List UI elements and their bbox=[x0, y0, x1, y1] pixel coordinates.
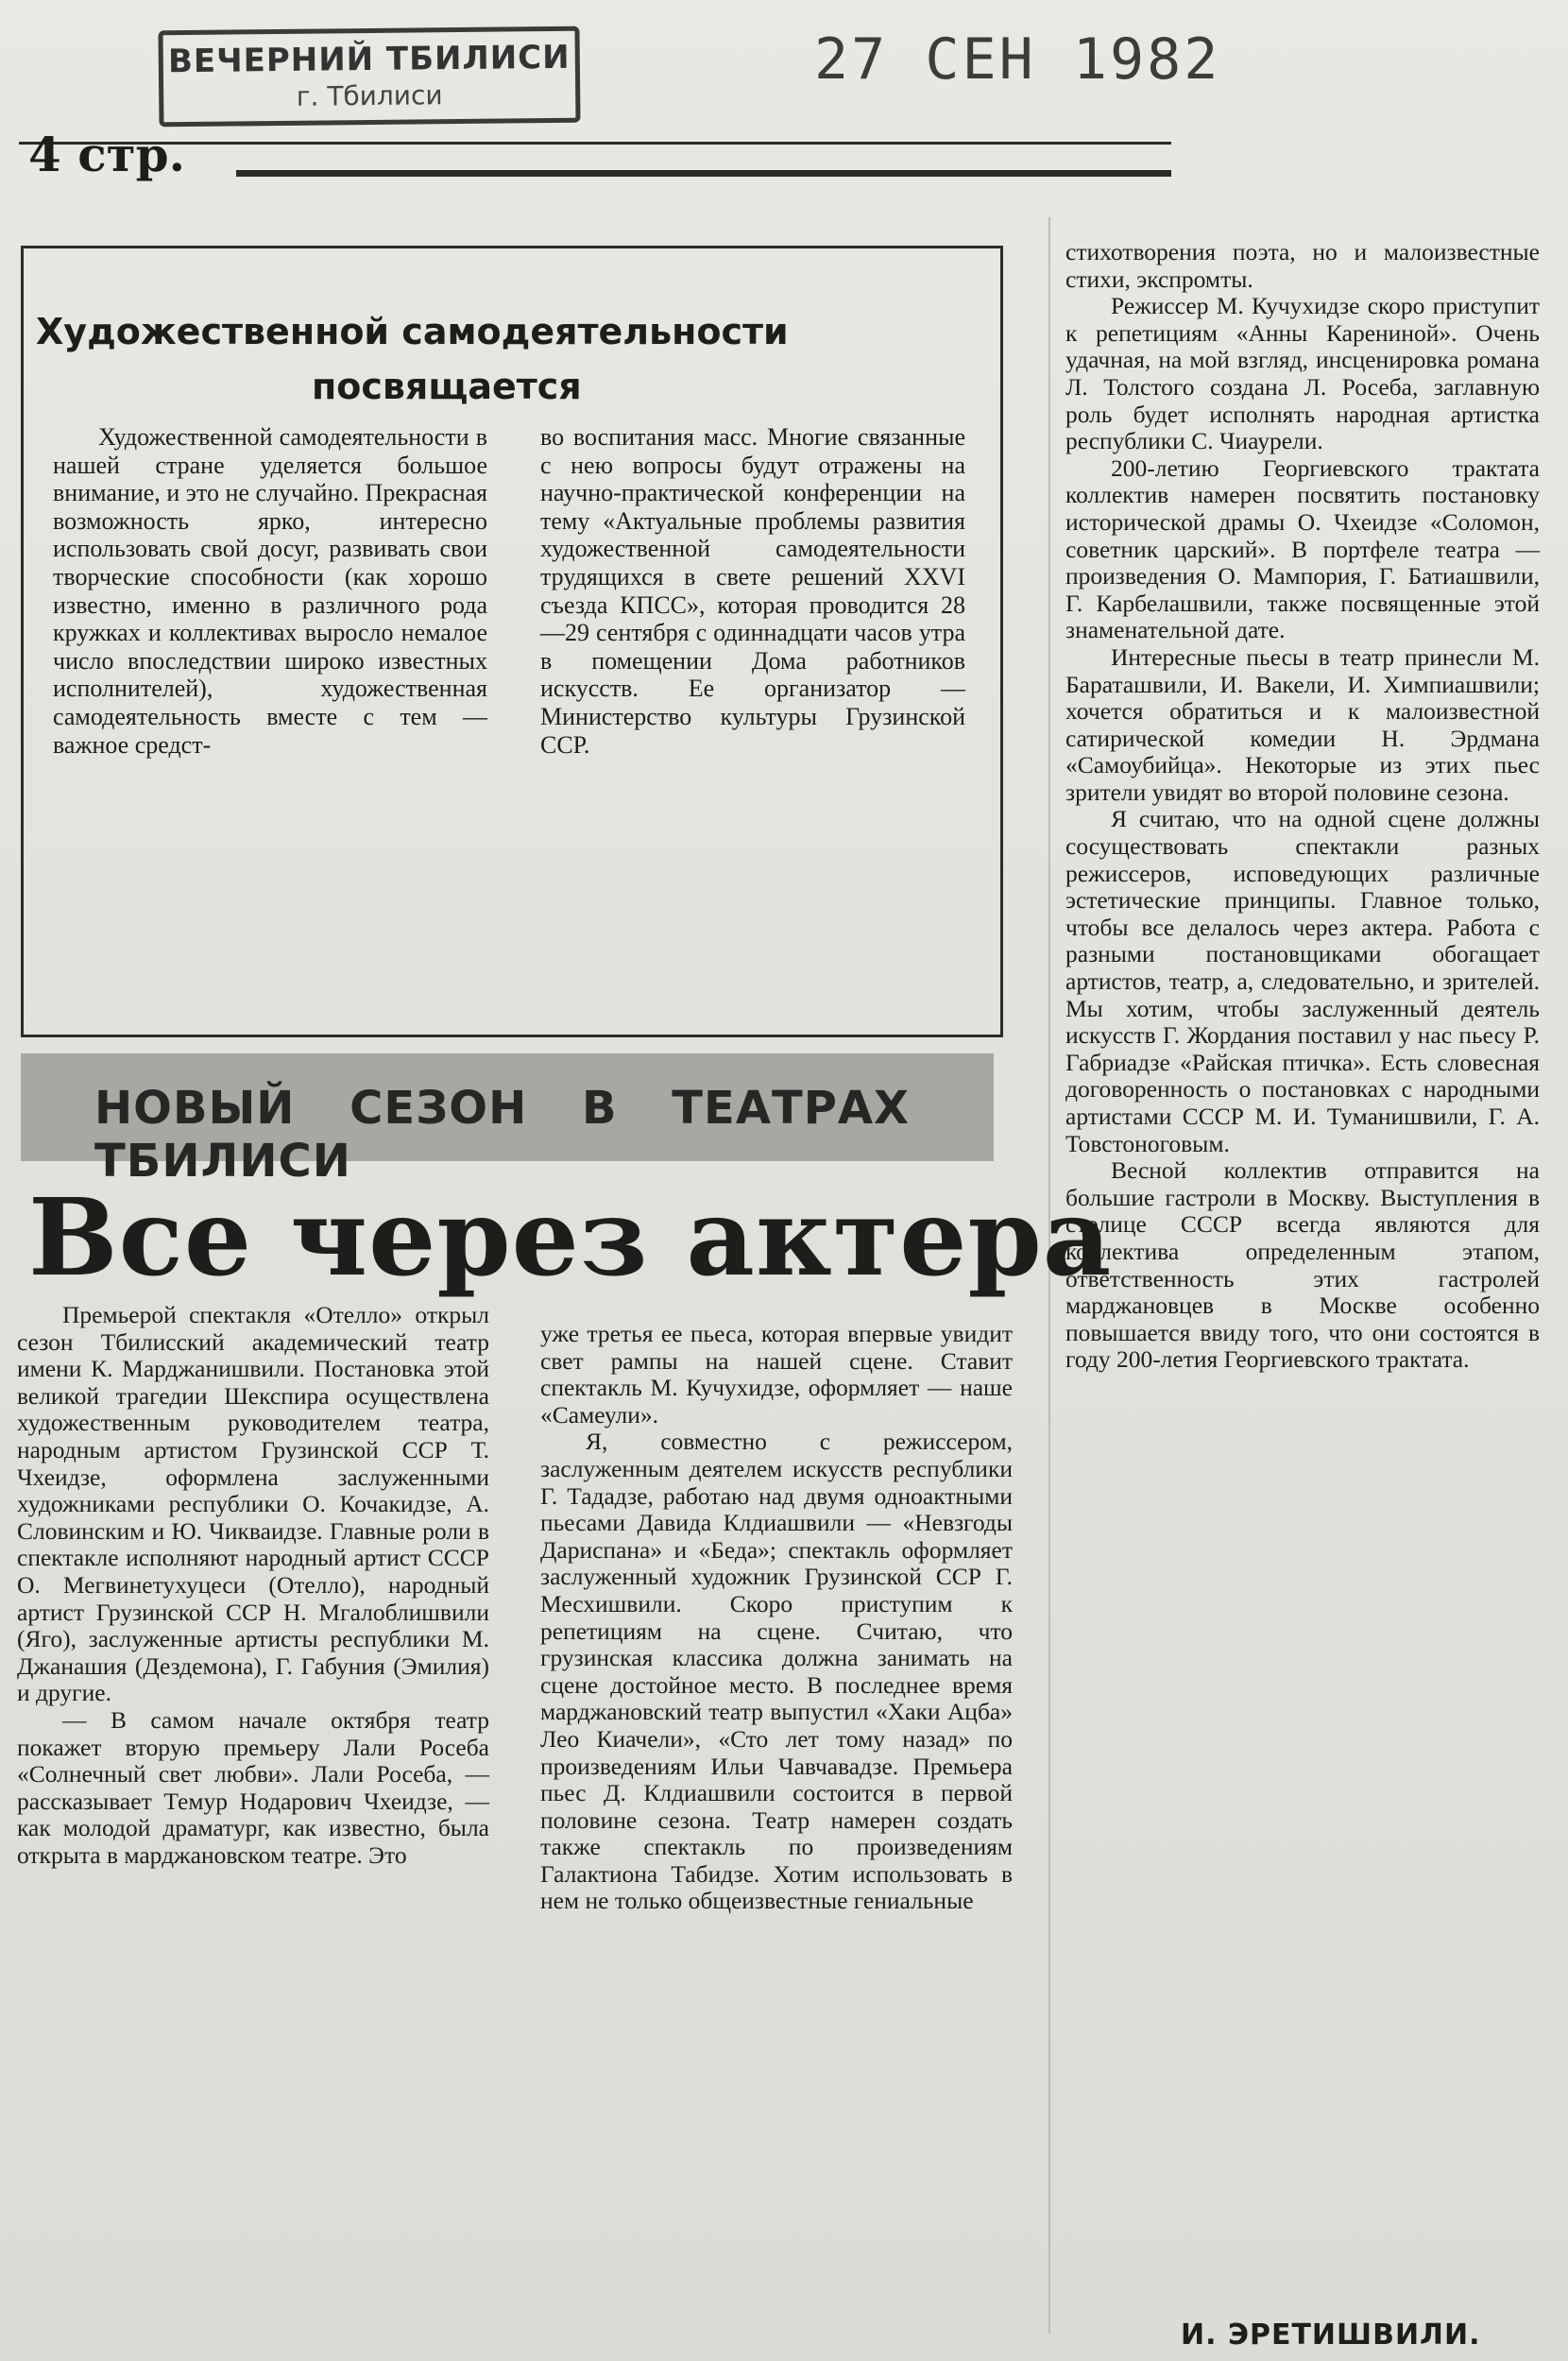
article2-paragraph: Интересные пьесы в театр принесли М. Бараташвили, И. Вакели, И. Химпиашвили; хочется обратиться и к малоизвестной сатирической комедии Н. Эрдмана «Самоубийца». Некоторые из этих пьес зрители увидят во второй половине сезона. bbox=[1065, 642, 1540, 806]
newspaper-stamp bbox=[158, 26, 580, 128]
article2-paragraph: Премьерой спектакля «Отелло» открыл сезон Тбилисский академический театр имени К. Марджанишвили. Постановка этой великой трагедии Шекспира осуществлена художественным руководителем театра, народным артистом Грузинской ССР Т. Чхеидзе, оформлена заслуженными художниками республики О. Кочакидзе, А. Словинским и Ю. Чикваидзе. Главные роли в спектакле исполняют народный артист СССР О. Мегвинетухуцеси (Отелло), народный артист Грузинской ССР Н. Мгалоблишвили (Яго), заслуженные артисты республики М. Джанашия (Дездемона), Г. Габуния (Эмилия) и другие. bbox=[17, 1301, 489, 1707]
article1-paragraph: во воспитания масс. Многие связанные с нею вопросы будут отражены на научно-практической конференции на тему «Актуальные проблемы развития художественной самодеятельности трудящихся в свете решений XXVI съезда КПСС», которая проводится 28—29 сентября с одиннадцати часов утра в помещении Дома работников искусств. Ее организатор — Министерство культуры Грузинской ССР. bbox=[540, 423, 965, 759]
article1-paragraph: Художественной самодеятельности в нашей стране уделяется большое внимание, и это не случайно. Прекрасная возможность ярко, интересно использовать свой досуг, развивать свои творческие способности (как хорошо известно, именно в различного рода кружках и коллективах выросло немалое число впоследствии широко известных исполнителей), художественная самодеятельность вместе с тем — важное средст- bbox=[53, 423, 487, 759]
article2-paragraph: 200-летию Георгиевского трактата коллектив намерен посвятить постановку исторической драмы О. Чхеидзе «Соломон, советник царский». В портфеле театра — произведения О. Мампория, Г. Батиашвили, Г. Карбелашвили, также посвященные этой знаменательной дате. bbox=[1065, 453, 1540, 644]
article2-headline: Все через актера bbox=[28, 1176, 1113, 1300]
article2-column-1 bbox=[17, 1302, 489, 1869]
author-signature: И. ЭРЕТИШВИЛИ. bbox=[1181, 2318, 1481, 2352]
section-rubric: НОВЫЙ СЕЗОН В ТЕАТРАХ ТБИЛИСИ bbox=[94, 1082, 911, 1188]
article1-headline-line2: посвящается bbox=[312, 366, 582, 407]
article2-paragraph: Я, совместно с режиссером, заслуженным деятелем искусств республики Г. Тададзе, работаю над двумя одноактными пьесами Давида Клдиашвили — «Невзгоды Дариспана» и «Беда»; спектакль оформляет заслуженный художник Грузинской ССР Г. Месхишвили. Скоро приступим к репетициям на сцене. Считаю, что грузинская классика должна занимать на сцене достойное место. В последнее время марджановский театр выпустил «Хаки Ацба» Лео Киачели», «Сто лет тому назад» по произведениям Ильи Чавчавадзе. Премьера пьес Д. Клдиашвили состоится в первой половине сезона. Театр намерен создать также спектакль по произведениям Галактиона Табидзе. Хотим использовать в нем не только общеизвестные гениальные bbox=[540, 1428, 1013, 1915]
page-rule bbox=[236, 170, 1171, 177]
stamp-title: ВЕЧЕРНИЙ ТБИЛИСИ bbox=[167, 38, 571, 81]
article1-headline bbox=[28, 304, 992, 414]
page-number: 4 стр. bbox=[28, 127, 185, 182]
article1-headline-line1: Художественной самодеятельности bbox=[36, 311, 789, 352]
article2-paragraph: стихотворения поэта, но и малоизвестные стихи, экспромты. bbox=[1065, 238, 1540, 293]
article2-paragraph: Весной коллектив отправится на большие гастроли в Москву. Выступления в столице СССР всегда являются для коллектива определенным этапом, ответственность этих гастролей марджановцев в Москве особенно повышается ввиду того, что они состоятся в году 200-летия Георгиевского трактата. bbox=[1065, 1156, 1540, 1374]
section-rubric-banner bbox=[21, 1053, 994, 1188]
article2-paragraph: Режиссер М. Кучухидзе скоро приступит к репетициям «Анны Карениной». Очень удачная, на мой взгляд, инсценировка романа Л. Толстого создана Л. Росеба, заглавную роль будет исполнять народная артистка республики С. Чиаурели. bbox=[1065, 292, 1540, 455]
clipping-date: 27 СЕН 1982 bbox=[814, 26, 1221, 93]
article2-column-3 bbox=[1065, 239, 1540, 1374]
article2-paragraph: — В самом начале октября театр покажет вторую премьеру Лали Росеба «Солнечный свет любви». Лали Росеба, — рассказывает Темур Нодарович Чхеидзе, — как молодой драматург, как известно, была открыта в марджановском театре. Это bbox=[17, 1705, 489, 1869]
top-rule bbox=[19, 142, 1171, 145]
stamp-city: г. Тбилиси bbox=[296, 79, 443, 112]
article2-paragraph: Я считаю, что на одной сцене должны сосуществовать спектакли разных режиссеров, исповедующих различные эстетические принципы. Главное только, чтобы все делалось через актера. Работа с разными постановщиками обогащает артистов, театр, а, следовательно, и зрителей. Мы хотим, чтобы заслуженный деятель искусств Г. Жордания поставил у нас пьесу Р. Габриадзе «Райская птичка». Есть словесная договоренность о постановках с народными артистами СССР М. И. Туманишвили, Г. А. Товстоноговым. bbox=[1065, 805, 1540, 1157]
article1-column-1 bbox=[53, 423, 487, 759]
article2-paragraph: уже третья ее пьеса, которая впервые увидит свет рампы на нашей сцене. Ставит спектакль М. Кучухидзе, оформляет — наше «Самеули». bbox=[540, 1320, 1013, 1429]
article1-column-2 bbox=[540, 423, 965, 759]
article2-column-2 bbox=[540, 1321, 1013, 1915]
